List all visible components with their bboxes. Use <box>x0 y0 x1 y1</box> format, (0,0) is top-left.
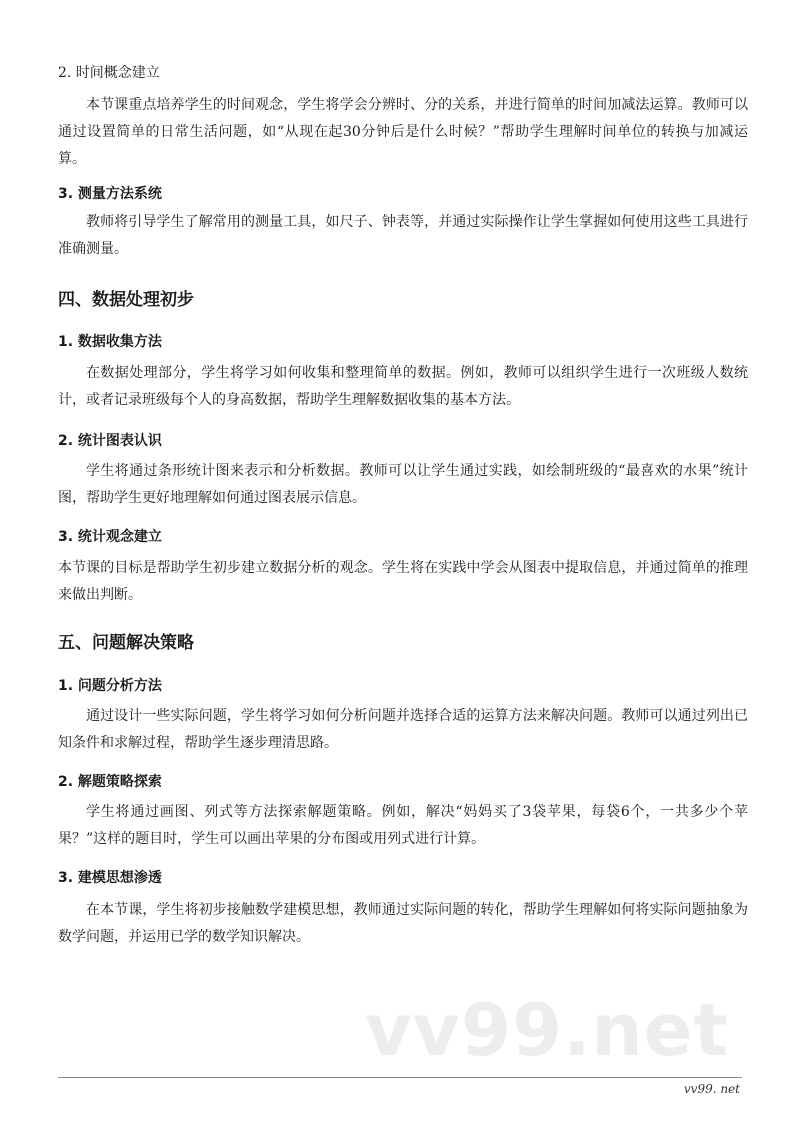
paragraph-time-concept: 本节课重点培养学生的时间观念，学生将学会分辨时、分的关系，并进行简单的时间加减法运算。教师可以通过设置简单的日常生活问题，如“从现在起30分钟后是什么时候？”帮助学生理解时间单位的转换与加减运算。 <box>58 97 748 167</box>
paragraph-data-collection: 在数据处理部分，学生将学习如何收集和整理简单的数据。例如，教师可以组织学生进行一次班级人数统计，或者记录班级每个人的身高数据，帮助学生理解数据收集的基本方法。 <box>58 365 748 408</box>
paragraph-modeling: 在本节课，学生将初步接触数学建模思想，教师通过实际问题的转化，帮助学生理解如何将实际问题抽象为数学问题，并运用已学的数学知识解决。 <box>58 902 748 945</box>
subheading-statistics-concept: 3. 统计观念建立 <box>58 529 162 545</box>
subheading-problem-analysis: 1. 问题分析方法 <box>58 678 162 694</box>
section-heading-data: 四、数据处理初步 <box>58 290 194 310</box>
subheading-statistics-charts: 2. 统计图表认识 <box>58 433 162 449</box>
paragraph-measurement: 教师将引导学生了解常用的测量工具，如尺子、钟表等，并通过实际操作让学生掌握如何使用这些工具进行准确测量。 <box>58 214 748 257</box>
subheading-modeling: 3. 建模思想渗透 <box>58 870 162 886</box>
paragraph-strategy-exploration: 学生将通过画图、列式等方法探索解题策略。例如，解决“妈妈买了3袋苹果，每袋6个，一共多少个苹果？”这样的题目时，学生可以画出苹果的分布图或用列式进行计算。 <box>58 804 748 847</box>
section-heading-problem-solving: 五、问题解决策略 <box>58 633 194 653</box>
footer-rule <box>58 1077 742 1078</box>
subheading-data-collection: 1. 数据收集方法 <box>58 334 162 350</box>
paragraph-problem-analysis: 通过设计一些实际问题，学生将学习如何分析问题并选择合适的运算方法来解决问题。教师可以通过列出已知条件和求解过程，帮助学生逐步理清思路。 <box>58 708 748 751</box>
paragraph-statistics-concept: 本节课的目标是帮助学生初步建立数据分析的观念。学生将在实践中学会从图表中提取信息，并通过简单的推理来做出判断。 <box>58 560 748 603</box>
subheading-measurement: 3. 测量方法系统 <box>58 186 162 202</box>
subheading-time-concept: 2. 时间概念建立 <box>58 65 160 81</box>
paragraph-statistics-charts: 学生将通过条形统计图来表示和分析数据。教师可以让学生通过实践，如绘制班级的“最喜欢的水果”统计图，帮助学生更好地理解如何通过图表展示信息。 <box>58 463 748 506</box>
footer-site-label: vv99. net <box>683 1082 740 1096</box>
watermark: vv99.net <box>365 988 729 1072</box>
subheading-strategy-exploration: 2. 解题策略探索 <box>58 774 162 790</box>
